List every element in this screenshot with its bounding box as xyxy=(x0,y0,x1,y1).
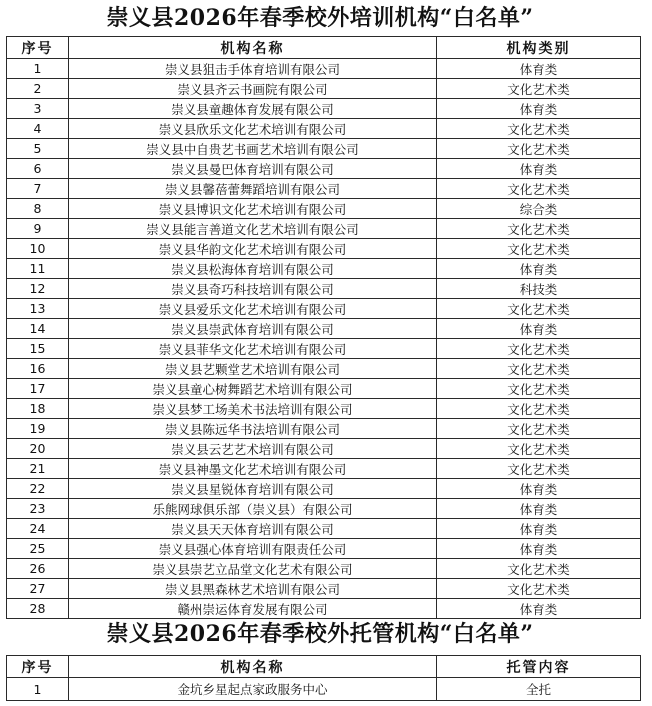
cell-institution-name: 崇义县齐云书画院有限公司 xyxy=(69,79,437,99)
cell-category: 综合类 xyxy=(437,199,641,219)
cell-institution-name: 崇义县欣乐文化艺术培训有限公司 xyxy=(69,119,437,139)
cell-institution-name: 崇义县童心树舞蹈艺术培训有限公司 xyxy=(69,379,437,399)
cell-serial: 8 xyxy=(7,199,69,219)
table-row xyxy=(7,179,641,199)
cell-category: 体育类 xyxy=(437,259,641,279)
cell-serial: 19 xyxy=(7,419,69,439)
childcare-list-title: 崇义县2026年春季校外托管机构“白名单” xyxy=(106,621,534,647)
table-row xyxy=(7,199,641,219)
cell-category: 文化艺术类 xyxy=(437,439,641,459)
cell-institution-name: 崇义县艺颗堂艺术培训有限公司 xyxy=(69,359,437,379)
cell-serial: 18 xyxy=(7,399,69,419)
cell-category: 文化艺术类 xyxy=(437,359,641,379)
cell-serial: 14 xyxy=(7,319,69,339)
cell-serial: 22 xyxy=(7,479,69,499)
cell-serial: 3 xyxy=(7,99,69,119)
table-row xyxy=(7,419,641,439)
cell-category: 体育类 xyxy=(437,319,641,339)
cell-institution-name: 崇义县奇巧科技培训有限公司 xyxy=(69,279,437,299)
cell-institution-name: 崇义县博识文化艺术培训有限公司 xyxy=(69,199,437,219)
cell-serial: 25 xyxy=(7,539,69,559)
header-institution-category: 机构类别 xyxy=(437,37,641,59)
table-row xyxy=(7,399,641,419)
cell-serial: 1 xyxy=(7,59,69,79)
cell-institution-name: 崇义县陈远华书法培训有限公司 xyxy=(69,419,437,439)
cell-institution-name: 崇义县童趣体育发展有限公司 xyxy=(69,99,437,119)
training-list-title: 崇义县2026年春季校外培训机构“白名单” xyxy=(106,5,534,31)
cell-serial: 28 xyxy=(7,599,69,619)
table-row xyxy=(7,159,641,179)
cell-category: 文化艺术类 xyxy=(437,299,641,319)
cell-institution-name: 崇义县松海体育培训有限公司 xyxy=(69,259,437,279)
table-row xyxy=(7,119,641,139)
table-row xyxy=(7,339,641,359)
table-row xyxy=(7,299,641,319)
table-header-row xyxy=(7,37,641,59)
table-row xyxy=(7,479,641,499)
cell-institution-name: 崇义县云艺艺术培训有限公司 xyxy=(69,439,437,459)
cell-institution-name: 崇义县狙击手体育培训有限公司 xyxy=(69,59,437,79)
table-row xyxy=(7,579,641,599)
cell-category: 文化艺术类 xyxy=(437,239,641,259)
table-row xyxy=(7,559,641,579)
cell-category: 体育类 xyxy=(437,539,641,559)
cell-serial: 2 xyxy=(7,79,69,99)
table-row xyxy=(7,499,641,519)
training-institutions-table xyxy=(6,36,641,619)
header-care-content: 托管内容 xyxy=(437,656,641,678)
header-institution-name: 机构名称 xyxy=(69,656,437,678)
table-row xyxy=(7,539,641,559)
cell-serial: 21 xyxy=(7,459,69,479)
cell-serial: 9 xyxy=(7,219,69,239)
cell-institution-name: 崇义县爱乐文化艺术培训有限公司 xyxy=(69,299,437,319)
cell-institution-name: 崇义县崇艺立品堂文化艺术有限公司 xyxy=(69,559,437,579)
table-row xyxy=(7,459,641,479)
table-row xyxy=(7,219,641,239)
cell-serial: 4 xyxy=(7,119,69,139)
table-row xyxy=(7,279,641,299)
cell-institution-name: 崇义县崇武体育培训有限公司 xyxy=(69,319,437,339)
cell-serial: 11 xyxy=(7,259,69,279)
cell-institution-name: 崇义县曼巴体育培训有限公司 xyxy=(69,159,437,179)
cell-category: 体育类 xyxy=(437,99,641,119)
cell-institution-name: 崇义县馨蓓蕾舞蹈培训有限公司 xyxy=(69,179,437,199)
cell-serial: 24 xyxy=(7,519,69,539)
table-row xyxy=(7,239,641,259)
table-row xyxy=(7,599,641,619)
cell-category: 文化艺术类 xyxy=(437,419,641,439)
cell-category: 文化艺术类 xyxy=(437,579,641,599)
table-row xyxy=(7,59,641,79)
cell-institution-name: 崇义县菲华文化艺术培训有限公司 xyxy=(69,339,437,359)
cell-serial: 23 xyxy=(7,499,69,519)
cell-institution-name: 崇义县天天体育培训有限公司 xyxy=(69,519,437,539)
cell-serial: 7 xyxy=(7,179,69,199)
cell-institution-name: 崇义县黑森林艺术培训有限公司 xyxy=(69,579,437,599)
cell-category: 文化艺术类 xyxy=(437,219,641,239)
cell-serial: 10 xyxy=(7,239,69,259)
cell-serial: 20 xyxy=(7,439,69,459)
cell-category: 体育类 xyxy=(437,479,641,499)
cell-serial: 27 xyxy=(7,579,69,599)
childcare-institutions-table xyxy=(6,655,641,701)
cell-institution-name: 崇义县华韵文化艺术培训有限公司 xyxy=(69,239,437,259)
cell-category: 体育类 xyxy=(437,159,641,179)
table-row xyxy=(7,139,641,159)
cell-institution-name: 崇义县中自贵艺书画艺术培训有限公司 xyxy=(69,139,437,159)
cell-category: 文化艺术类 xyxy=(437,119,641,139)
cell-category: 体育类 xyxy=(437,59,641,79)
table-row xyxy=(7,678,641,701)
cell-institution-name: 崇义县梦工场美术书法培训有限公司 xyxy=(69,399,437,419)
cell-category: 文化艺术类 xyxy=(437,559,641,579)
cell-serial: 1 xyxy=(7,678,69,701)
cell-category: 体育类 xyxy=(437,519,641,539)
cell-institution-name: 崇义县神墨文化艺术培训有限公司 xyxy=(69,459,437,479)
cell-category: 文化艺术类 xyxy=(437,179,641,199)
table-row xyxy=(7,439,641,459)
table-row xyxy=(7,319,641,339)
cell-serial: 17 xyxy=(7,379,69,399)
cell-category: 文化艺术类 xyxy=(437,459,641,479)
cell-category: 文化艺术类 xyxy=(437,339,641,359)
table-row xyxy=(7,79,641,99)
table-header-row xyxy=(7,656,641,678)
cell-category: 科技类 xyxy=(437,279,641,299)
header-institution-name: 机构名称 xyxy=(69,37,437,59)
cell-serial: 16 xyxy=(7,359,69,379)
cell-category: 文化艺术类 xyxy=(437,79,641,99)
cell-institution-name: 崇义县星锐体育培训有限公司 xyxy=(69,479,437,499)
cell-serial: 26 xyxy=(7,559,69,579)
cell-serial: 12 xyxy=(7,279,69,299)
cell-serial: 5 xyxy=(7,139,69,159)
cell-serial: 13 xyxy=(7,299,69,319)
table-row xyxy=(7,259,641,279)
table-row xyxy=(7,379,641,399)
cell-institution-name: 金坑乡星起点家政服务中心 xyxy=(69,678,437,701)
header-serial: 序号 xyxy=(7,37,69,59)
cell-category: 全托 xyxy=(437,678,641,701)
cell-institution-name: 乐熊网球俱乐部（崇义县）有限公司 xyxy=(69,499,437,519)
cell-category: 体育类 xyxy=(437,599,641,619)
table-row xyxy=(7,99,641,119)
cell-serial: 15 xyxy=(7,339,69,359)
cell-category: 体育类 xyxy=(437,499,641,519)
cell-institution-name: 崇义县强心体育培训有限责任公司 xyxy=(69,539,437,559)
cell-category: 文化艺术类 xyxy=(437,399,641,419)
cell-category: 文化艺术类 xyxy=(437,139,641,159)
cell-institution-name: 崇义县能言善道文化艺术培训有限公司 xyxy=(69,219,437,239)
table-row xyxy=(7,359,641,379)
header-serial: 序号 xyxy=(7,656,69,678)
cell-serial: 6 xyxy=(7,159,69,179)
cell-category: 文化艺术类 xyxy=(437,379,641,399)
cell-institution-name: 赣州崇运体育发展有限公司 xyxy=(69,599,437,619)
table-row xyxy=(7,519,641,539)
